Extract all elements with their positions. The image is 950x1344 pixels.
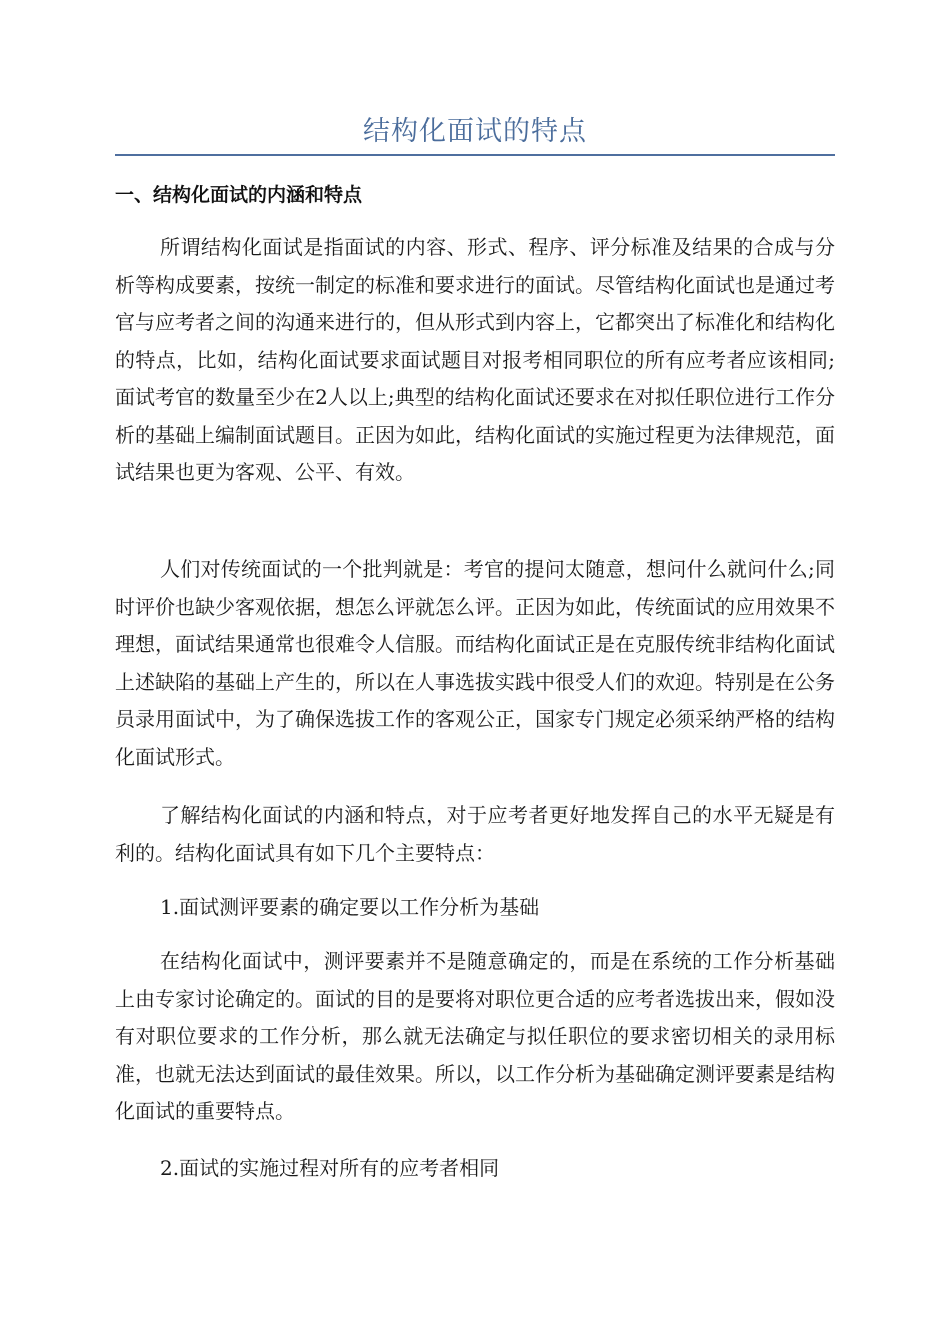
feature-item-2: 2.面试的实施过程对所有的应考者相同: [160, 1156, 500, 1180]
paragraph-traditional-interview-critique: 人们对传统面试的一个批判就是：考官的提问太随意，想问什么就问什么;同时评价也缺少客观依据，想怎么评就怎么评。正因为如此，传统面试的应用效果不理想，面试结果通常也很难令人信服。而结构化面试正是在克服传统非结构化面试上述缺陷的基础上产生的，所以在人事选拔实践中很受人们的欢迎。特别是在公务员录用面试中，为了确保选拔工作的客观公正，国家专门规定必须采纳严格的结构化面试形式。: [115, 557, 835, 769]
title-underline-divider: [115, 154, 835, 156]
paragraph-definition: 所谓结构化面试是指面试的内容、形式、程序、评分标准及结果的合成与分析等构成要素，按统一制定的标准和要求进行的面试。尽管结构化面试也是通过考官与应考者之间的沟通来进行的，但从形式到内容上，它都突出了标准化和结构化的特点，比如，结构化面试要求面试题目对报考相同职位的所有应考者应该相同;面试考官的数量至少在2人以上;典型的结构化面试还要求在对拟任职位进行工作分析的基础上编制面试题目。正因为如此，结构化面试的实施过程更为法律规范，面试结果也更为客观、公平、有效。: [115, 235, 835, 484]
feature-item-1: 1.面试测评要素的确定要以工作分析为基础: [160, 895, 540, 919]
section-heading: 一、结构化面试的内涵和特点: [115, 184, 363, 206]
paragraph-job-analysis: 在结构化面试中，测评要素并不是随意确定的，而是在系统的工作分析基础上由专家讨论确定的。面试的目的是要将对职位更合适的应考者选拔出来，假如没有对职位要求的工作分析，那么就无法确定与拟任职位的要求密切相关的录用标准，也就无法达到面试的最佳效果。所以，以工作分析为基础确定测评要素是结构化面试的重要特点。: [115, 949, 835, 1123]
document-title: 结构化面试的特点: [363, 116, 587, 147]
paragraph-features-intro: 了解结构化面试的内涵和特点，对于应考者更好地发挥自己的水平无疑是有利的。结构化面试具有如下几个主要特点：: [115, 803, 835, 865]
